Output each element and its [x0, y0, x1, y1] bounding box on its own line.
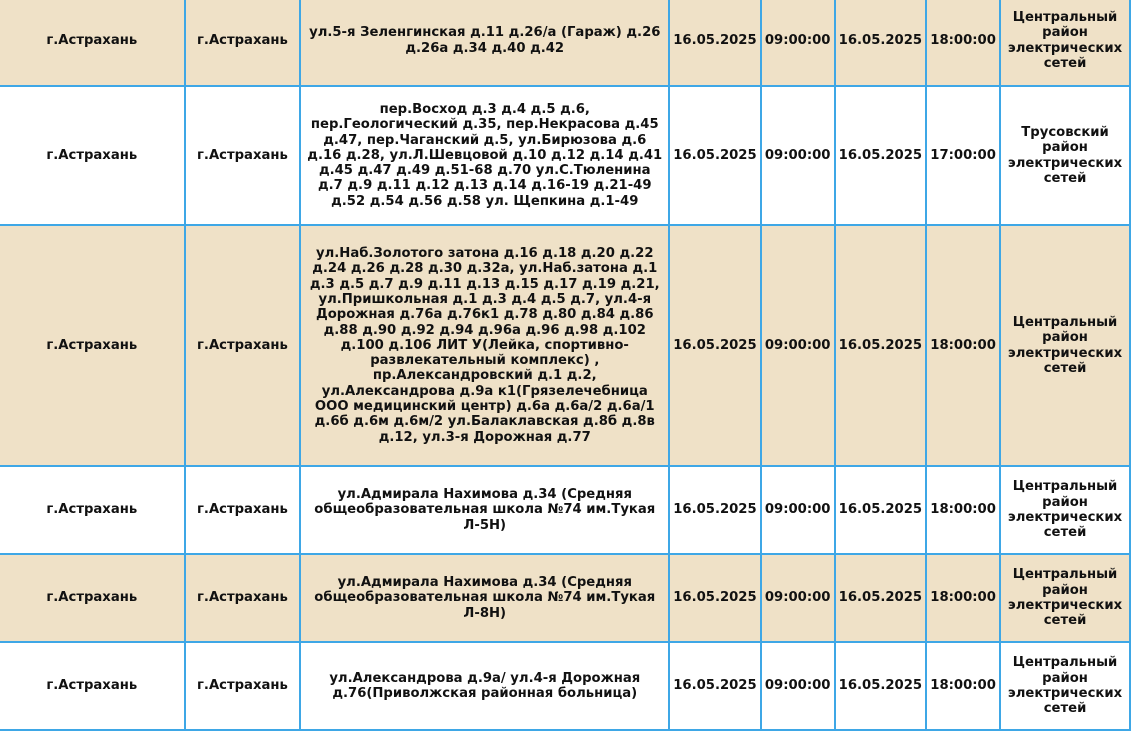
start-time-cell: 09:00:00: [761, 642, 835, 730]
address-cell: ул.Наб.Золотого затона д.16 д.18 д.20 д.22 д.24 д.26 д.28 д.30 д.32а, ул.Наб.затона д.1 д.3 д.5 д.7 д.9 д.11 д.13 д.15 д.17 д.19 д.21, ул.Пришкольная д.1 д.3 д.4 д.5 д.7, ул.4-я Дорожная д.76а д.76к1 д.78 д.80 д.84 д.86 д.88 д.90 д.92 д.94 д.96а д.96 д.98 д.102 д.100 д.106 ЛИТ У(Лейка, спортивно-развлекательный комплекс) , пр.Александровский д.1 д.2, ул.Александрова д.9а к1(Грязелечебница ООО медицинский центр) д.6а д.6а/2 д.6а/1 д.6б д.6м д.6м/2 ул.Балаклавская д.8б д.8в д.12, ул.3-я Дорожная д.77: [300, 225, 669, 466]
end-time-cell: 17:00:00: [926, 86, 1000, 225]
locality-cell: г.Астрахань: [185, 86, 301, 225]
end-date-cell: 16.05.2025: [835, 86, 926, 225]
table-row: [0, 86, 1130, 225]
end-time-cell: 18:00:00: [926, 554, 1000, 642]
end-date-cell: 16.05.2025: [835, 642, 926, 730]
start-time-cell: 09:00:00: [761, 225, 835, 466]
start-date-cell: 16.05.2025: [669, 466, 760, 554]
address-cell: пер.Восход д.3 д.4 д.5 д.6, пер.Геологический д.35, пер.Некрасова д.45 д.47, пер.Чаганский д.5, ул.Бирюзова д.6 д.16 д.28, ул.Л.Шевцовой д.10 д.12 д.14 д.41 д.45 д.47 д.49 д.51-68 д.70 ул.С.Тюленина д.7 д.9 д.11 д.12 д.13 д.14 д.16-19 д.21-49 д.52 д.54 д.56 д.58 ул. Щепкина д.1-49: [300, 86, 669, 225]
table-row: [0, 466, 1130, 554]
address-cell: ул.Александрова д.9а/ ул.4-я Дорожная д.76(Приволжская районная больница): [300, 642, 669, 730]
region-cell: г.Астрахань: [0, 225, 185, 466]
organization-cell: Центральный район электрических сетей: [1000, 0, 1130, 86]
end-date-cell: 16.05.2025: [835, 0, 926, 86]
table-row: [0, 0, 1130, 86]
region-cell: г.Астрахань: [0, 466, 185, 554]
address-cell: ул.Адмирала Нахимова д.34 (Средняя общеобразовательная школа №74 им.Тукая Л-8Н): [300, 554, 669, 642]
locality-cell: г.Астрахань: [185, 466, 301, 554]
locality-cell: г.Астрахань: [185, 642, 301, 730]
end-time-cell: 18:00:00: [926, 225, 1000, 466]
address-cell: ул.Адмирала Нахимова д.34 (Средняя общеобразовательная школа №74 им.Тукая Л-5Н): [300, 466, 669, 554]
region-cell: г.Астрахань: [0, 554, 185, 642]
region-cell: г.Астрахань: [0, 0, 185, 86]
start-date-cell: 16.05.2025: [669, 86, 760, 225]
end-time-cell: 18:00:00: [926, 466, 1000, 554]
table-row: [0, 642, 1130, 730]
end-date-cell: 16.05.2025: [835, 554, 926, 642]
end-time-cell: 18:00:00: [926, 0, 1000, 86]
start-time-cell: 09:00:00: [761, 554, 835, 642]
region-cell: г.Астрахань: [0, 86, 185, 225]
table-row: [0, 225, 1130, 466]
region-cell: г.Астрахань: [0, 642, 185, 730]
end-time-cell: 18:00:00: [926, 642, 1000, 730]
organization-cell: Трусовский район электрических сетей: [1000, 86, 1130, 225]
organization-cell: Центральный район электрических сетей: [1000, 225, 1130, 466]
organization-cell: Центральный район электрических сетей: [1000, 642, 1130, 730]
table-row: [0, 554, 1130, 642]
organization-cell: Центральный район электрических сетей: [1000, 554, 1130, 642]
address-cell: ул.5-я Зеленгинская д.11 д.26/а (Гараж) д.26 д.26а д.34 д.40 д.42: [300, 0, 669, 86]
start-time-cell: 09:00:00: [761, 466, 835, 554]
locality-cell: г.Астрахань: [185, 225, 301, 466]
organization-cell: Центральный район электрических сетей: [1000, 466, 1130, 554]
start-date-cell: 16.05.2025: [669, 554, 760, 642]
locality-cell: г.Астрахань: [185, 0, 301, 86]
start-time-cell: 09:00:00: [761, 86, 835, 225]
end-date-cell: 16.05.2025: [835, 225, 926, 466]
start-date-cell: 16.05.2025: [669, 225, 760, 466]
start-date-cell: 16.05.2025: [669, 0, 760, 86]
end-date-cell: 16.05.2025: [835, 466, 926, 554]
start-date-cell: 16.05.2025: [669, 642, 760, 730]
start-time-cell: 09:00:00: [761, 0, 835, 86]
locality-cell: г.Астрахань: [185, 554, 301, 642]
